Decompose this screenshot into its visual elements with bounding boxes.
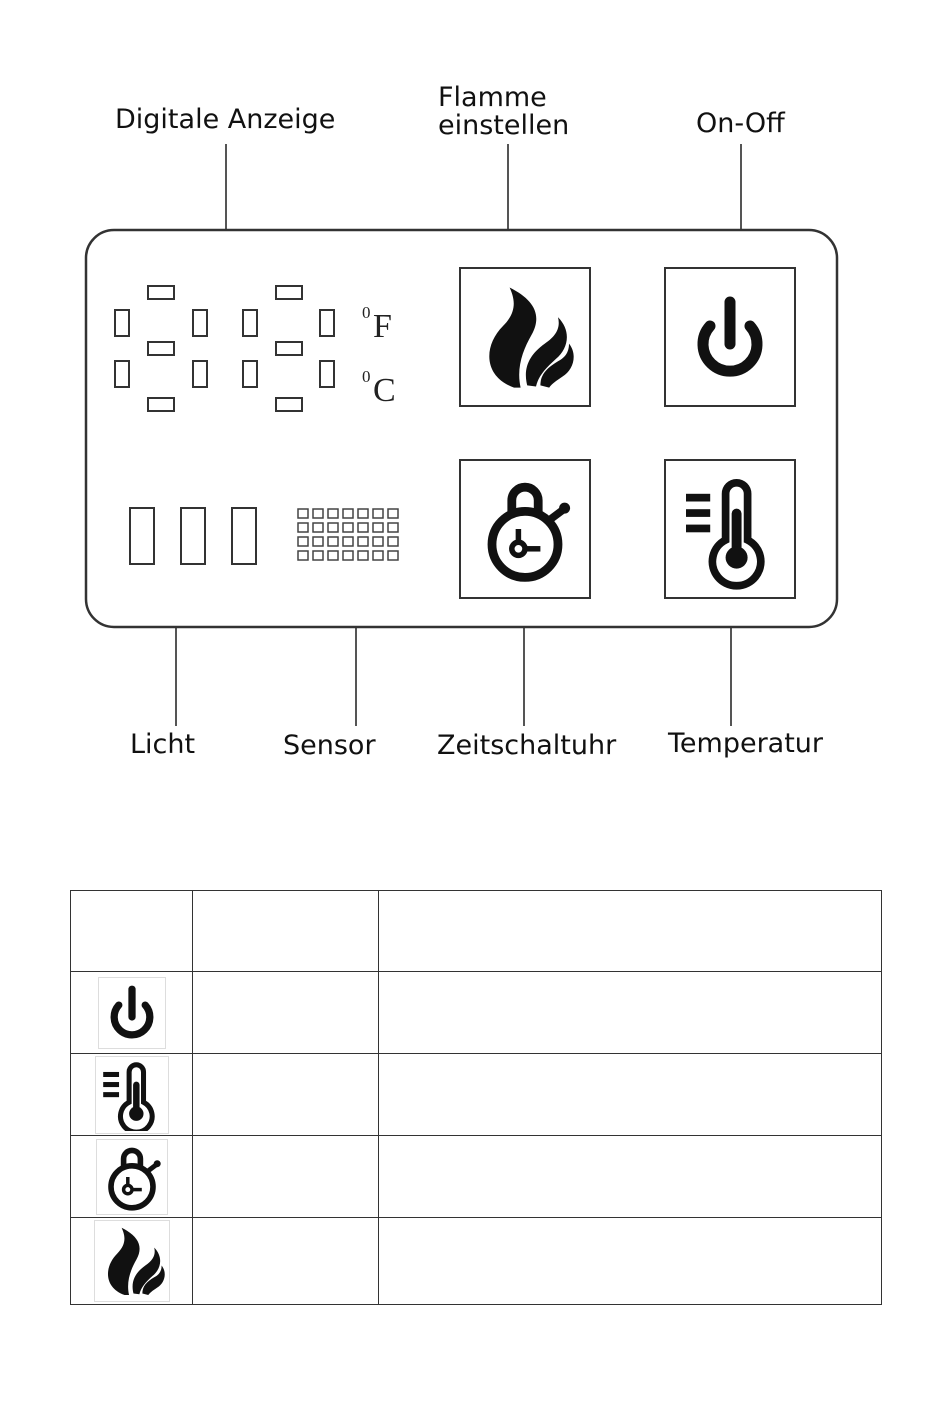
legend-header-symbol (71, 891, 193, 972)
timer-button[interactable] (460, 460, 590, 598)
sensor-cell (373, 523, 383, 532)
label-flame-line1: Flamme (438, 82, 547, 113)
legend-description-cell (379, 1136, 882, 1218)
sensor-cell (343, 551, 353, 560)
timer-icon (96, 1139, 168, 1215)
unit-c-exponent: 0 (362, 367, 371, 386)
legend-header-description (379, 891, 882, 972)
light-indicator (130, 508, 256, 564)
unit-fahrenheit: F (373, 308, 392, 345)
sensor-cell (328, 537, 338, 546)
sensor-cell (358, 551, 368, 560)
legend-description-cell (379, 1218, 882, 1305)
sensor-cell (328, 509, 338, 518)
thermometer-icon (95, 1056, 169, 1134)
legend-table (70, 890, 882, 1305)
unit-f-exponent: 0 (362, 303, 371, 322)
sensor-cell (313, 551, 323, 560)
flame-icon (94, 1220, 170, 1302)
label-temperature: Temperatur (668, 728, 824, 759)
legend-name-cell (193, 972, 379, 1054)
table-row (71, 1218, 882, 1305)
sensor-cell (343, 509, 353, 518)
table-row (71, 972, 882, 1054)
power-icon (98, 977, 166, 1049)
sensor-cell (298, 509, 308, 518)
legend-symbol-cell (71, 1136, 193, 1218)
label-digital-display: Digitale Anzeige (115, 104, 336, 135)
legend-symbol-cell (71, 1218, 193, 1305)
unit-celsius: C (373, 372, 396, 409)
sensor-cell (373, 537, 383, 546)
legend-name-cell (193, 1218, 379, 1305)
sensor-cell (313, 509, 323, 518)
sensor-cell (388, 537, 398, 546)
legend-description-cell (379, 1054, 882, 1136)
sensor-cell (298, 537, 308, 546)
legend-symbol-cell (71, 1054, 193, 1136)
sensor-cell (313, 537, 323, 546)
sensor-cell (298, 523, 308, 532)
sensor-cell (328, 551, 338, 560)
sensor-cell (343, 523, 353, 532)
table-row (71, 1054, 882, 1136)
label-light: Licht (130, 729, 196, 760)
legend-name-cell (193, 1054, 379, 1136)
sensor-cell (313, 523, 323, 532)
sensor-cell (343, 537, 353, 546)
label-on-off: On-Off (696, 108, 785, 139)
sensor-cell (358, 509, 368, 518)
legend-header-row (71, 891, 882, 972)
sensor-cell (373, 551, 383, 560)
sensor-cell (298, 551, 308, 560)
label-sensor: Sensor (283, 730, 376, 761)
temperature-button[interactable] (665, 460, 795, 598)
sensor-cell (388, 523, 398, 532)
sensor-cell (358, 537, 368, 546)
label-timer: Zeitschaltuhr (437, 730, 617, 761)
legend-name-cell (193, 1136, 379, 1218)
legend-header-name (193, 891, 379, 972)
legend-description-cell (379, 972, 882, 1054)
sensor-cell (358, 523, 368, 532)
power-button[interactable] (665, 268, 795, 406)
sensor-cell (388, 509, 398, 518)
sensor-cell (373, 509, 383, 518)
table-row (71, 1136, 882, 1218)
flame-button[interactable] (460, 268, 590, 406)
label-flame-line2: einstellen (438, 110, 570, 141)
sensor-cell (388, 551, 398, 560)
legend-symbol-cell (71, 972, 193, 1054)
sensor-cell (328, 523, 338, 532)
